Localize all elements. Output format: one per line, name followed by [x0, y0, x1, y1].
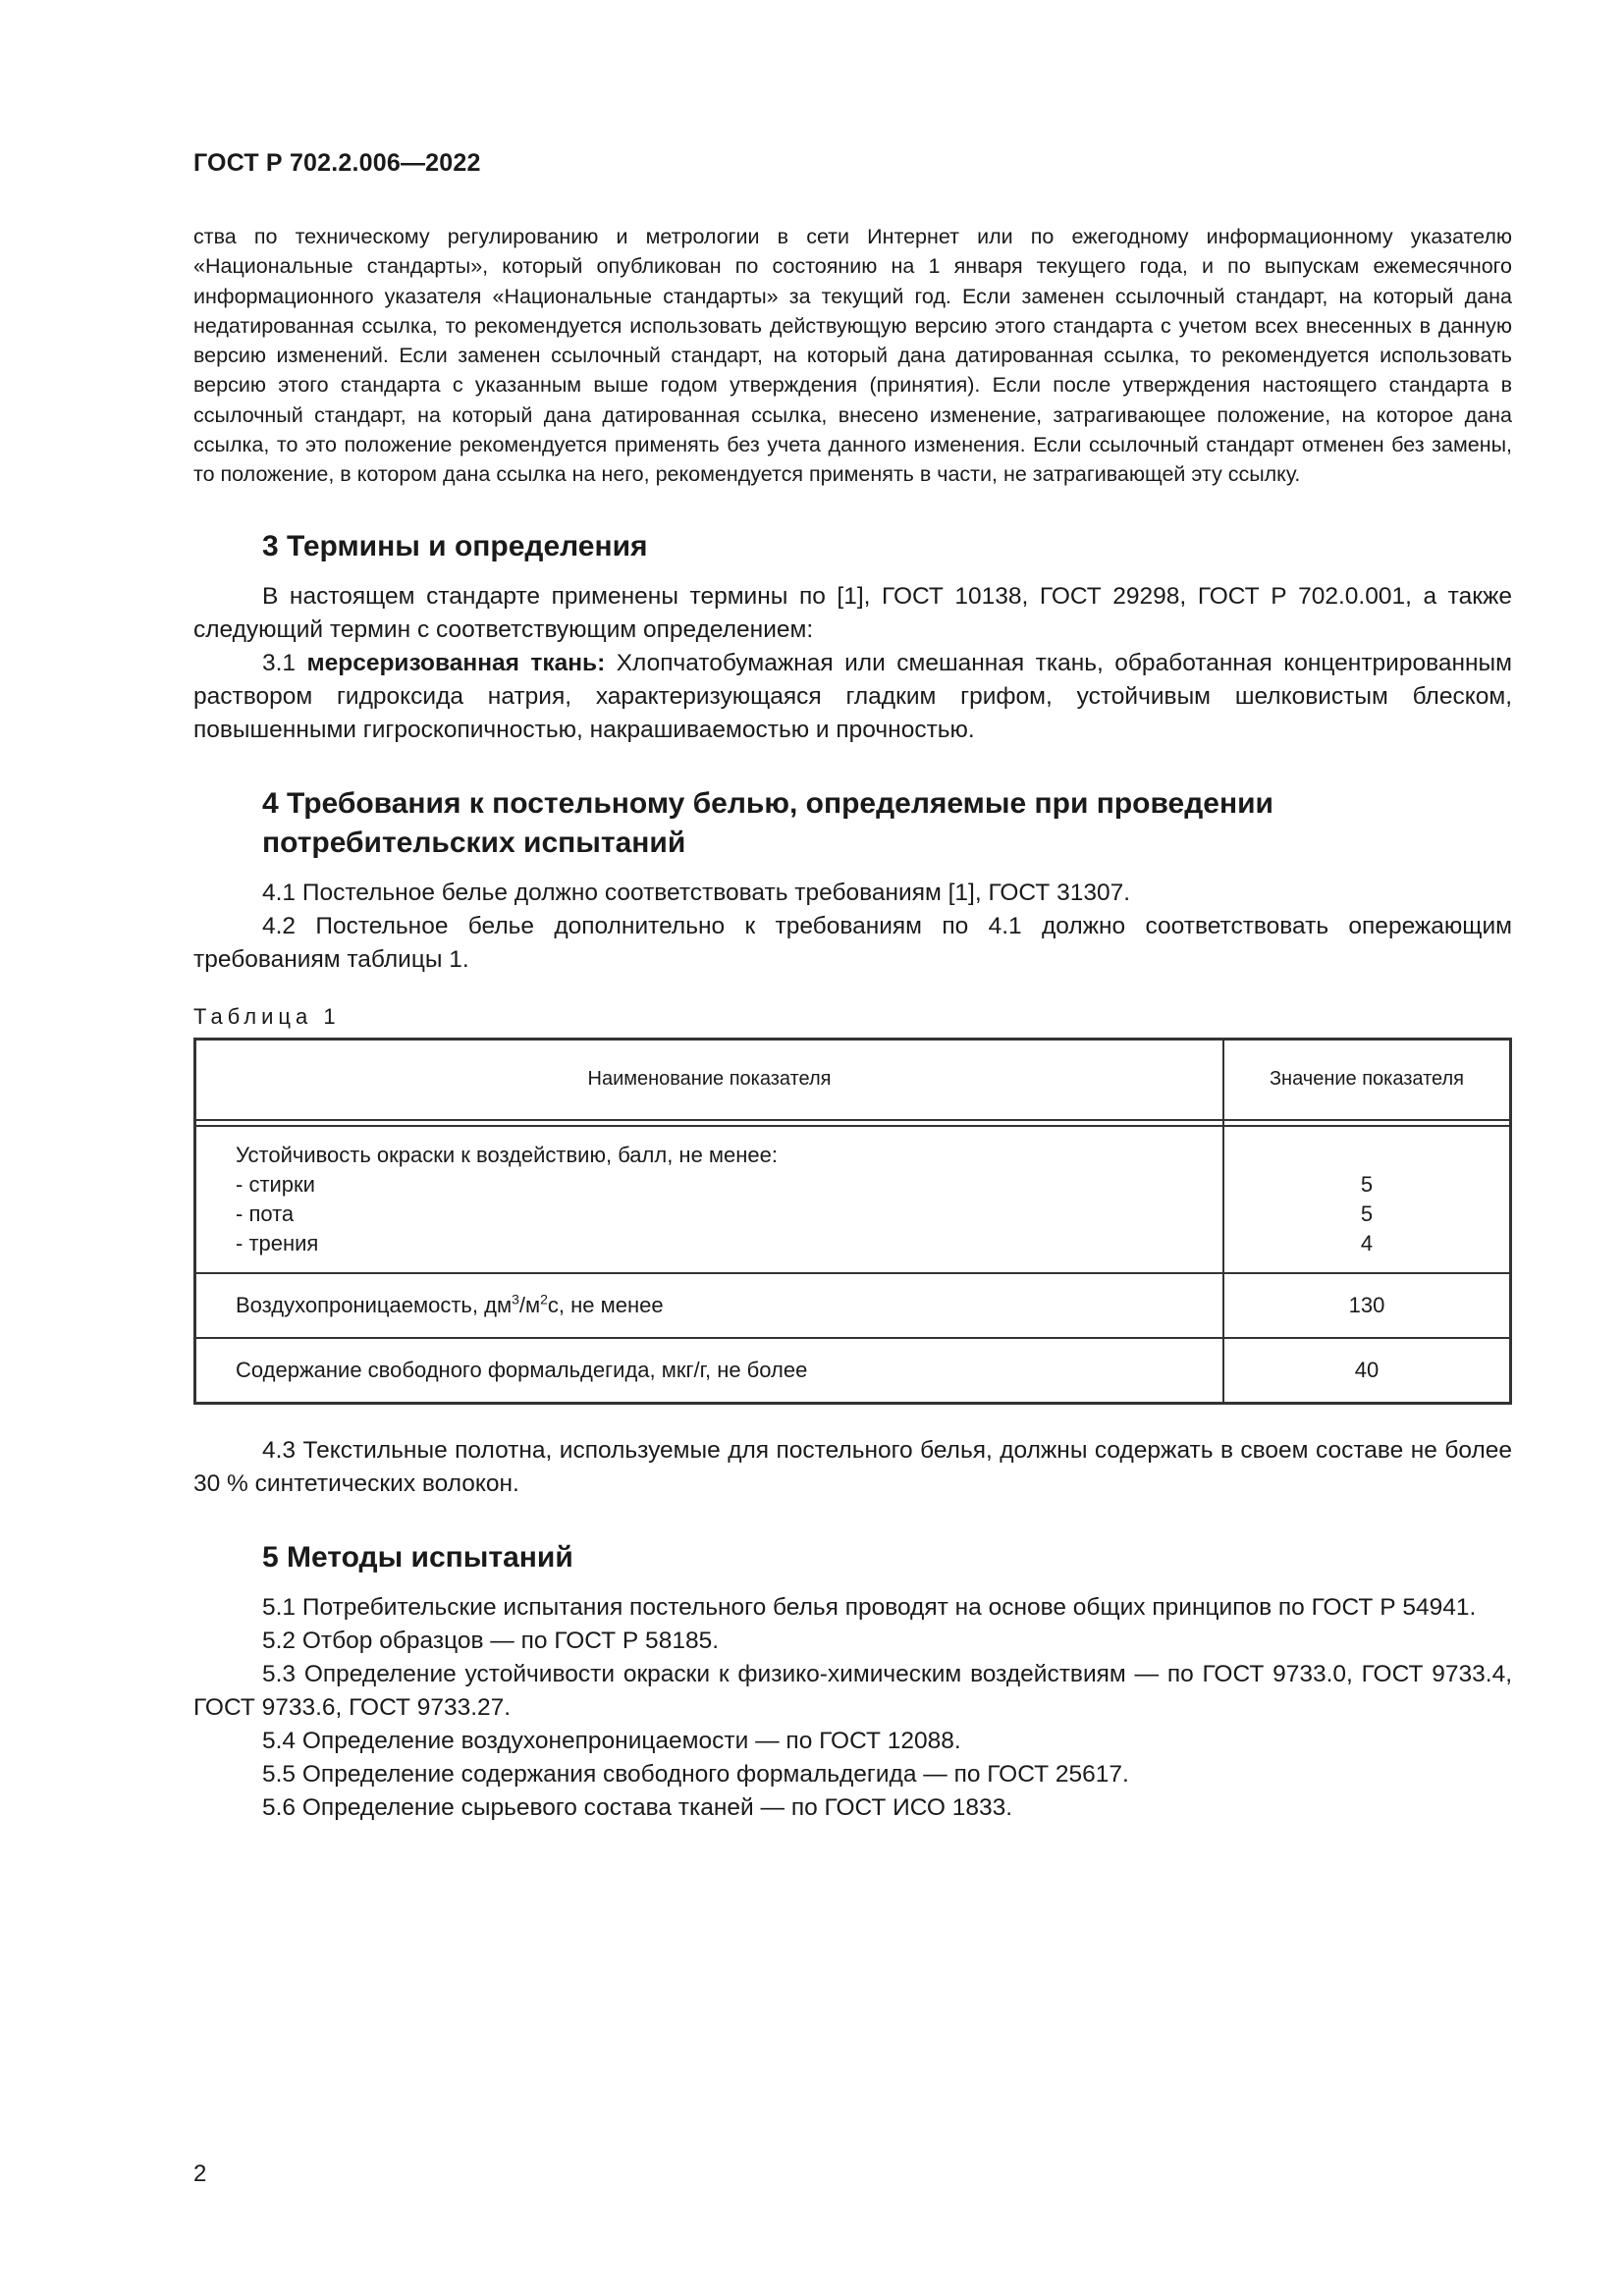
row-label-air-permeability: Воздухопроницаемость, $дм^3/м^2с$, не менее [195, 1273, 1224, 1338]
definition-number: 3.1 [262, 649, 307, 676]
document-content [193, 222, 1512, 1825]
definition-term: мерсеризованная ткань: [306, 649, 606, 676]
paragraph-5-4: 5.4 Определение воздухонепроницаемости — по ГОСТ 12088. [262, 1727, 961, 1754]
column-header-name: Наименование показателя [195, 1039, 1224, 1120]
paragraph-5-2: 5.2 Отбор образцов — по ГОСТ Р 58185. [262, 1627, 719, 1654]
document-header: ГОСТ Р 702.2.006—2022 [193, 149, 481, 177]
paragraph-5-3: 5.3 Определение устойчивости окраски к физико-химическим воздействиям — по ГОСТ 9733.0, ГОСТ 9733.4, ГОСТ 9733.6, ГОСТ 9733.27. [193, 1660, 1512, 1721]
paragraph-5-6: 5.6 Определение сырьевого состава тканей — по ГОСТ ИСО 1833. [262, 1793, 1013, 1821]
row-value-formaldehyde: 40 [1223, 1338, 1511, 1404]
section-3-heading: 3 Термины и определения [262, 529, 648, 562]
row-item: - стирки [236, 1171, 315, 1197]
section-3-paragraph: В настоящем стандарте применены термины по [1], ГОСТ 10138, ГОСТ 29298, ГОСТ Р 702.0.001, а также следующий термин с соответствующим определением: [193, 582, 1512, 643]
row-values-colorfastness [1223, 1126, 1511, 1273]
row-label-formaldehyde: Содержание свободного формальдегида, мкг/г, не более [195, 1338, 1224, 1404]
paragraph-4-1: 4.1 Постельное белье должно соответствовать требованиям [1], ГОСТ 31307. [262, 879, 1131, 906]
definition-3-1 [193, 647, 1512, 747]
row-item: - пота [236, 1201, 295, 1226]
paragraph-5-5: 5.5 Определение содержания свободного формальдегида — по ГОСТ 25617. [262, 1760, 1129, 1788]
requirements-table [193, 1038, 1512, 1405]
row-item: - трения [236, 1230, 319, 1255]
row-value-air-permeability: 130 [1223, 1273, 1511, 1338]
table-row [195, 1338, 1511, 1404]
paragraph-5-1: 5.1 Потребительские испытания постельного белья проводят на основе общих принципов по ГОСТ Р 54941. [262, 1593, 1477, 1621]
row-value: 5 [1360, 1171, 1374, 1197]
section-4-heading: 4 Требования к постельному белью, определяемые при проведении потребительских испытаний [262, 786, 1273, 859]
section-5-heading: 5 Методы испытаний [262, 1540, 573, 1574]
row-value: 5 [1360, 1201, 1374, 1226]
table-caption: Таблица 1 [193, 1003, 341, 1029]
row-title: Устойчивость окраски к воздействию, балл, не менее: [236, 1142, 779, 1167]
table-row [195, 1126, 1511, 1273]
intro-paragraph: ства по техническому регулированию и метрологии в сети Интернет или по ежегодному информационному указателю «Национальные стандарты», который опубликован по состоянию на 1 января текущего года, и по выпускам ежемесячного информационного указателя «Национальные стандарты» за текущий год. Если заменен ссылочный стандарт, на который дана недатированная ссылка, то рекомендуется использовать действующую версию этого стандарта с учетом всех внесенных в данную версию изменений. Если заменен ссылочный стандарт, на который дана датированная ссылка, то рекомендуется использовать версию этого стандарта с указанным выше годом утверждения (принятия). Если после утверждения настоящего стандарта в ссылочный стандарт, на который дана датированная ссылка, внесено изменение, затрагивающее положение, на которое дана ссылка, то это положение рекомендуется применять без учета данного изменения. Если ссылочный стандарт отменен без замены, то положение, в котором дана ссылка на него, рекомендуется применять в части, не затрагивающей эту ссылку. [193, 225, 1512, 487]
table-header-row [195, 1039, 1511, 1120]
row-label-colorfastness [195, 1126, 1224, 1273]
column-header-value: Значение показателя [1223, 1039, 1511, 1120]
paragraph-4-2: 4.2 Постельное белье дополнительно к требованиям по 4.1 должно соответствовать опережающим требованиям таблицы 1. [193, 912, 1512, 973]
definition-text: Хлопчатобумажная или смешанная ткань, обработанная концентрированным раствором гидроксида натрия, характеризующаяся гладким грифом, устойчивым шелковистым блеском, повышенными гигроскопичностью, накрашиваемостью и прочностью. [193, 649, 1512, 743]
paragraph-4-3: 4.3 Текстильные полотна, используемые для постельного белья, должны содержать в своем составе не более 30 % синтетических волокон. [193, 1436, 1512, 1497]
table-row [195, 1273, 1511, 1338]
page-number: 2 [193, 2161, 207, 2187]
row-value: 4 [1360, 1230, 1374, 1255]
